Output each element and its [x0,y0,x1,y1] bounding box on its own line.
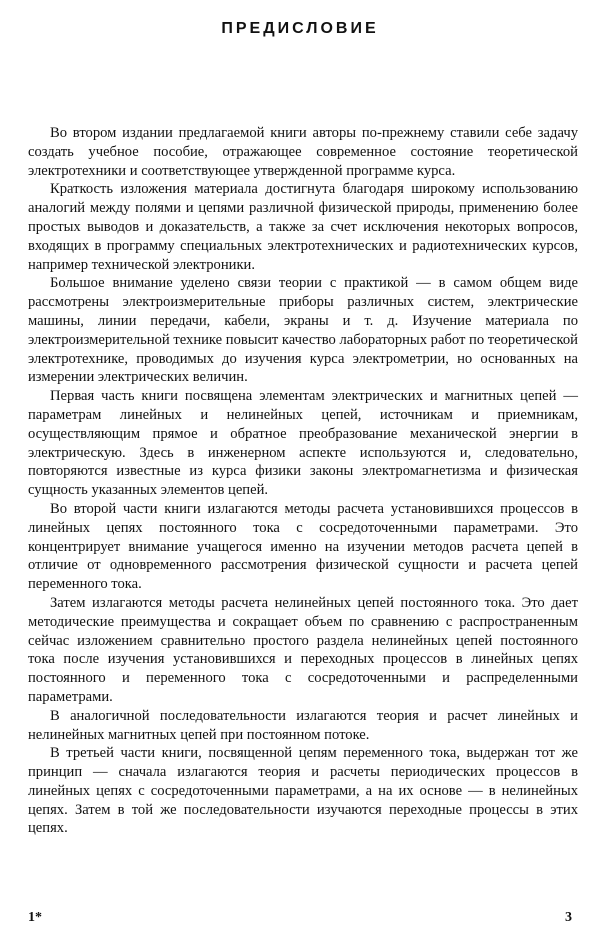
paragraph: В аналогичной последовательности излагаются теория и расчет линейных и нелинейных магнитных цепей при постоянном потоке. [28,707,578,743]
paragraph: В третьей части книги, посвященной цепям переменного тока, выдержан тот же принцип — сначала излагаются теория и расчеты периодических процессов в линейных цепях с сосредоточенными параметрами, а на их основе — в нелинейных цепях. Затем в той же последовательности изучаются переходные процессы в этих цепях. [28,745,578,837]
paragraph: Краткость изложения материала достигнута благодаря широкому использованию аналогий между полями и цепями различной физической природы, применению более простых выводов и доказательств, а также за счет исключения некоторых вопросов, входящих в программу специальных электротехнических и радиотехнических курсов, например технической электроники. [28,181,578,273]
paragraph: Во второй части книги излагаются методы расчета установившихся процессов в линейных цепях постоянного тока с сосредоточенными параметрами. Это концентрирует внимание учащегося именно на изучении методов расчета цепей в отличие от одновременного рассмотрения физической сущности и расчета цепей переменного тока. [28,500,578,593]
paragraph: Затем излагаются методы расчета нелинейных цепей постоянного тока. Это дает методические преимущества и сокращает объем по сравнению с распространенным сейчас изложением сравнительно простого раздела нелинейных цепей постоянного тока после изучения установившихся и переходных процессов в линейных цепях постоянного и переменного тока с сосредоточенными и распределенными параметрами. [28,594,578,705]
paragraph: Во втором издании предлагаемой книги авторы по-прежнему ставили себе задачу создать учебное пособие, отражающее современное состояние теоретической электротехники и соответствующее утвержденной программе курса. [28,125,578,179]
preface-text [28,124,578,838]
signature-mark: 1* [28,910,42,925]
paragraph: Большое внимание уделено связи теории с практикой — в самом общем виде рассмотрены электроизмерительные приборы различных систем, электрические машины, линии передачи, кабели, экраны и т. д. Изучение материала по электроизмерительной технике повысит качество лабораторных работ по теоретической электротехнике, проводимых до изучения курса электрометрии, но основанных на измерении электрических величин. [28,275,578,386]
page-title: ПРЕДИСЛОВИЕ [221,20,379,37]
page-number: 3 [565,910,572,925]
paragraph: Первая часть книги посвящена элементам электрических и магнитных цепей — параметрам линейных и нелинейных цепей, источникам и приемникам, осуществляющим прямое и обратное преобразование механической энергии в электрическую. Здесь в инженерном аспекте используются и, следовательно, повторяются известные из курса физики законы электромагнетизма и физическая сущность указанных элементов цепей. [28,388,578,499]
